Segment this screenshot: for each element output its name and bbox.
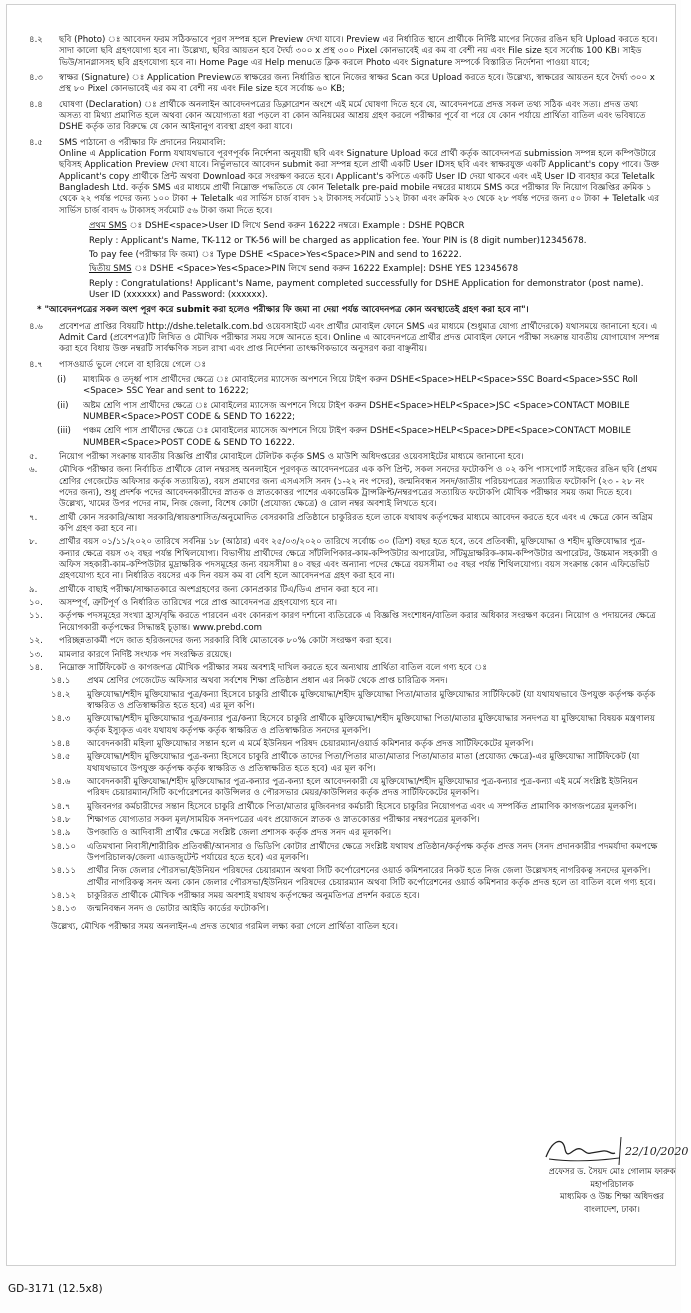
item-number: ১৪. <box>29 662 43 673</box>
item-text: নিম্নোক্ত সার্টিফিকেট ও কাগজপত্র মৌখিক পরীক্ষার সময় অবশ্যই দাখিল করতে হবে অন্যথায় প্রার্থিতা বাতিল বলে গণ্য হবে ঃ <box>59 662 487 673</box>
list-item <box>29 650 661 661</box>
item-number: ১৪.১ <box>51 676 71 687</box>
signatory-name: প্রফেসর ড. সৈয়দ মোঃ গোলাম ফারুক <box>548 1166 676 1176</box>
item-number: ১৪.৮ <box>51 814 71 825</box>
section-text: স্বাক্ষর (Signature) ঃ Application Previewতে স্বাক্ষরের জন্য নির্ধারিত স্থানে নিজের স্বাক্ষর Scan করে Upload করতে হবে। উল্লেখ্য, স্বাক্ষরের আয়তন হবে দৈর্ঘ্য ৩০০ x প্রস্থ ৮০ Pixel কোনভাবেই এর কম বা বেশী নয় এবং File size হবে সর্বোচ্চ ৬০ KB; <box>59 73 655 95</box>
document-item <box>51 904 661 915</box>
document-item <box>51 802 661 813</box>
item-text: মাধ্যমিক ও তদূর্ধ্ব পাস প্রার্থীদের ক্ষেত্রে ঃ মোবাইলের ম্যাসেজ অপশনে গিয়ে টাইপ করুন DSHE<Space>HELP<Space>SSC Board<Space>SSC Roll <Space> SSC Year and sent to 16222; <box>83 374 638 397</box>
signature-block <box>547 1145 689 1215</box>
document-item <box>51 866 661 889</box>
item-number: ১৪.২ <box>51 689 71 700</box>
item-number: ১৪.৫ <box>51 752 71 763</box>
section-text: প্রবেশপত্র প্রাপ্তির বিষয়টি http://dshe.teletalk.com.bd ওয়েবসাইটে এবং প্রার্থীর মোবাইল ফোনে SMS এর মাধ্যমে (শুধুমাত্র যোগ্য প্রার্থীদেরকে) যথাসময়ে জানানো হবে। এ Admit Card (প্রবেশপত্র)টি লিখিত ও মৌখিক পরীক্ষার সময় সঙ্গে আনতে হবে। Online এ আবেদনপত্রে প্রার্থীর প্রদত্ত মোবাইল ফোনে পরীক্ষা সংক্রান্ত যাবতীয় যোগাযোগ সম্পন্ন করা হবে বিধায় উক্ত নম্বরটি সার্বক্ষণিক সচল রাখা এবং প্রাপ্ত নির্দেশনা তাৎক্ষণিকভাবে অনুসরণ করা বাঞ্ছনীয়। <box>59 321 660 355</box>
list-item <box>29 636 661 647</box>
item-number: ১৪.৯ <box>51 828 71 839</box>
handwritten-signature <box>541 1129 691 1169</box>
pay-instruction: To pay fee (পরীক্ষার ফি জমা) ঃ Type DSHE <Space>Yes<Space>PIN and send to 16222. <box>89 249 462 260</box>
fee-warning: * "আবেদনপত্রের সকল অংশ পূরণ করে submit করা হলেও পরীক্ষার ফি জমা না দেয়া পর্যন্ত আবেদনপত্র কোন অবস্থাতেই গ্রহণ করা হবে না"। <box>37 305 529 316</box>
item-number: ৫. <box>29 452 38 462</box>
document-item <box>51 842 661 865</box>
document-item <box>51 714 661 737</box>
item-text: শিক্ষাগত যোগ্যতার সকল মূল/সাময়িক সনদপত্রের এবং প্রয়োজনে স্নাতক ও স্নাতকোত্তর পরীক্ষার নম্বরপত্রের মূলকপি। <box>87 814 480 825</box>
section-number: ৪.৩ <box>29 73 43 84</box>
section-number: ৪.৫ <box>29 137 43 148</box>
item-text: প্রার্থী কোন সরকারি/আধা সরকারি/স্বায়ত্তশাসিত/অনুমোদিত বেসরকারি প্রতিষ্ঠানে চাকুরিরত হলে তাকে যথাযথ কর্তৃপক্ষের মাধ্যমে আবেদন করতে হবে এবং এ ক্ষেত্রে কোন অগ্রিম কপি গ্রহণ করা হবে না। <box>59 512 653 535</box>
item-number: ৯. <box>29 584 38 595</box>
item-number: ৭. <box>29 512 38 523</box>
item-text: উপজাতি ও আদিবাসী প্রার্থীর ক্ষেত্রে সংশ্লিষ্ট জেলা প্রশাসক কর্তৃক প্রদত্ত সনদ এর মূলকপি। <box>87 828 392 839</box>
item-text: মুক্তিযোদ্ধা/শহীদ মুক্তিযোদ্ধার পুত্র/কন্যা হিসেবে চাকুরি প্রার্থীকে মুক্তিযোদ্ধা/শহীদ মুক্তিযোদ্ধা পিতা/মাতার মুক্তিযোদ্ধার সার্টিফিকেট (যা যথাযথভাবে উপযুক্ত কর্তৃপক্ষ কর্তৃক স্বাক্ষরিত ও প্রতিস্বাক্ষরিত হতে হবে) এর মূল কপি। <box>87 689 656 711</box>
item-number: (i) <box>57 374 67 385</box>
item-text: পরিচ্ছন্নতাকর্মী পদে জাত হরিজনদের জন্য সরকারি বিধি মোতাবেক ৮০% কোটা সংরক্ষণ করা হবে। <box>59 636 392 647</box>
item-text: চাকুরিরত প্রার্থীকে মৌখিক পরীক্ষার সময় অবশ্যই যথাযথ কর্তৃপক্ষের অনুমতিপত্র প্রদর্শন করতে হবে। <box>87 891 420 902</box>
document-item <box>51 739 661 750</box>
sms-label: দ্বিতীয় SMS <box>89 264 132 275</box>
item-number: ১৪.১০ <box>51 841 77 852</box>
first-sms-line <box>89 221 661 232</box>
list-item <box>29 611 661 634</box>
reply-2: Reply : Congratulations! Applicant's Name, payment completed successfully for DSHE Application for demonstrator (post name). User ID (xxxxxx) and Password: (xxxxxx). <box>89 278 644 300</box>
section-4-4 <box>29 100 661 134</box>
item-number: ১৪.৭ <box>51 801 71 812</box>
item-number: ১৪.৬ <box>51 776 71 787</box>
document-item <box>51 828 661 839</box>
section-4-3 <box>29 73 661 96</box>
item-text: অসম্পূর্ণ, ত্রুটিপূর্ণ ও নির্ধারিত তারিখের পরে প্রাপ্ত আবেদনপত্র গ্রহণযোগ্য হবে না। <box>59 598 338 609</box>
section-text: ঘোষণা (Declaration) ঃ প্রার্থীকে অনলাইন আবেদনপত্রের ডিক্লারেশন অংশে এই মর্মে ঘোষণা দিতে হবে যে, আবেদনপত্রে প্রদত্ত সকল তথ্য সঠিক এবং সত্য। প্রদত্ত তথ্য অসত্য বা মিথ্যা প্রমাণিত হলে অথবা কোন অযোগ্যতা ধরা পড়লে বা কোন অনিয়মের আশ্রয় গ্রহণ করলে পরীক্ষার পূর্বে বা পরে যে কোন পর্যায়ে প্রার্থিতা বাতিল এবং ভবিষ্যতে DSHE কর্তৃক তার বিরুদ্ধে যে কোন আইনানুগ ব্যবস্থা গ্রহণ করা যাবে। <box>59 99 646 133</box>
item-number: (ii) <box>57 400 69 411</box>
item-number: ৮. <box>29 537 38 548</box>
signatory-location: বাংলাদেশ, ঢাকা। <box>584 1203 640 1214</box>
section-heading: SMS পাঠানো ও পরীক্ষার ফি প্রদানের নিয়মাবলি: <box>59 137 226 148</box>
section-number: ৪.৬ <box>29 321 43 332</box>
password-item <box>57 426 661 449</box>
document-item <box>51 690 661 713</box>
item-text: মুক্তিযোদ্ধা/শহীদ মুক্তিযোদ্ধার পুত্র/কন্যার পুত্র/কন্যা হিসেবে চাকুরি প্রার্থীকে মুক্তিযোদ্ধা/শহীদ মুক্তিযোদ্ধা পিতা/মাতার মুক্তিযোদ্ধার সনদপত্র যা মুক্তিযোদ্ধা বিষয়ক মন্ত্রণালয় কর্তৃক ইস্যুকৃত এবং যথাযথ কর্তৃপক্ষ কর্তৃক স্বাক্ষরিত ও প্রতিস্বাক্ষরিত সনদের মূলকপি। <box>87 714 656 736</box>
item-text: নিয়োগ পরীক্ষা সংক্রান্ত যাবতীয় বিজ্ঞপ্তি প্রার্থীর মোবাইলে টেলিটক কর্তৃক SMS ও মাউশি অধিদপ্তরের ওয়েবসাইটের মাধ্যমে জানানো হবে। <box>59 452 524 462</box>
item-text: অষ্টম শ্রেণি পাস প্রার্থীদের ক্ষেত্রে ঃ মোবাইলের ম্যাসেজ অপশনে গিয়ে টাইপ করুন DSHE<Space>HELP<Space>JSC <Space>CONTACT MOBILE NUMBER<Space>POST CODE & SEND TO 16222; <box>83 400 630 422</box>
item-text: প্রার্থীকে বাছাই পরীক্ষা/সাক্ষাতকারে অংশগ্রহণের জন্য কোনপ্রকার টিএ/ডিএ প্রদান করা হবে না। <box>59 584 379 595</box>
list-item <box>29 663 661 674</box>
document-item <box>51 676 661 687</box>
section-text: Online এ Application Form যথাযথভাবে পূরণপূর্বক নির্দেশনা অনুযায়ী ছবি এবং Signature Upload করে প্রার্থী কর্তৃক আবেদনপত্র submission সম্পন্ন হলে কম্পিউটারে ছবিসহ Application Preview দেখা যাবে। নির্ভুলভাবে আবেদন submit করা সম্পন্ন হলে প্রার্থী একটি User IDসহ ছবি এবং স্বাক্ষরযুক্ত একটি Applicant's copy পাবে। উক্ত Applicant's copy প্রার্থীকে প্রিন্ট অথবা Download করে সংরক্ষণ করতে হবে। Applicant's কপিতে একটি User ID দেয়া থাকবে এবং এই User ID ব্যবহার করে Teletalk Bangladesh Ltd. কর্তৃক SMS এর মাধ্যমে প্রার্থী নিম্নোক্ত পদ্ধতিতে যে কোন Teletalk pre-paid mobile নম্বরের মাধ্যমে SMS করে পরীক্ষার ফি নিয়োগ বিজ্ঞপ্তির ক্রমিক ১ থেকে ২২ পর্যন্ত পদের জন্য ১০০ টাকা + Teletalk এর সার্ভিস চার্জ বাবদ ১২ টাকাসহ সর্বমোট ১১২ টাকা এবং ক্রমিক ২৩ থেকে ২৮ পর্যন্ত পদের জন্য ৫০ টাকা + Teletalk এর সার্ভিস চার্জ বাবদ ৬ টাকাসহ সর্বমোট ৫৬ টাকা জমা দিতে হবে। <box>59 149 660 216</box>
password-item <box>57 401 661 424</box>
list-item <box>29 585 661 596</box>
item-number: ১২. <box>29 636 43 647</box>
item-number: ১৪.১১ <box>51 866 77 877</box>
signature-date: 22/10/2020 <box>625 1145 689 1158</box>
section-number: ৪.২ <box>29 35 43 45</box>
sms-text: ঃ DSHE<space>User ID লিখে Send করুন 16222 নম্বরে। Example : DSHE PQBCR <box>129 221 465 232</box>
document-item <box>51 752 661 775</box>
item-text: আবেদনকারী মুক্তিযোদ্ধা/শহীদ মুক্তিযোদ্ধার পুত্র-কন্যার পুত্র-কন্যা হলে আবেদনকারী যে মুক্তিযোদ্ধা/শহীদ মুক্তিযোদ্ধার পুত্র-কন্যার পুত্র-কন্যা এই মর্মে সংশ্লিষ্ট ইউনিয়ন পরিষদ চেয়ারম্যান/সিটি কর্পোরেশনের কাউন্সিলর ও পৌরসভার মেয়র/কাউন্সিলর কর্তৃক প্রদত্ত সার্টিফিকেটের মূলকপি। <box>87 776 638 799</box>
item-text: পঞ্চম শ্রেণি পাস প্রার্থীদের ক্ষেত্রে ঃ মোবাইলের ম্যাসেজ অপশনে গিয়ে টাইপ করুন DSHE<Space>HELP<Space>DPE<Space>CONTACT MOBILE NUMBER<Space>POST CODE & SEND TO 16222. <box>83 426 631 448</box>
item-number: ১১. <box>29 611 43 622</box>
item-number: ১৪.১৩ <box>51 904 77 915</box>
item-number: ৬. <box>29 465 38 476</box>
section-text: ছবি (Photo) ঃ আবেদন ফরম সঠিকভাবে পূরণ সম্পন্ন হলে Preview দেখা যাবে। Preview এর নির্ধারিত স্থানে প্রার্থীকে নির্দিষ্ট মাপের নিজের রঙিন ছবি Upload করতে হবে। সাদা কালো ছবি গ্রহণযোগ্য হবে না। উল্লেখ্য, ছবির আয়তন হবে দৈর্ঘ্য ৩০০ x প্রস্থ ৩০০ Pixel কোনভাবেই এর কম বা বেশী নয় এবং File size হবে সর্বোচ্চ 100 KB। সাইড ভিউ/সানগ্লাসসহ ছবি গ্রহণযোগ্য হবে না। Home Page এর Help menuতে ক্লিক করলে Photo এবং Signature সম্পর্কে বিস্তারিত নির্দেশনা পাওয়া যাবে; <box>59 35 658 68</box>
item-text: কর্তৃপক্ষ পদসমূহের সংখ্যা হ্রাস/বৃদ্ধি করতে পারবেন এবং কোনরূপ কারণ দর্শানো ব্যতিরেকে এ বিজ্ঞপ্তি সংশোধন/বাতিল করার অধিকার সংরক্ষণ করেন। নিয়োগ ও পদায়নের ক্ষেত্রে নিয়োগকারী কর্তৃপক্ষের সিদ্ধান্তই চূড়ান্ত। www.prebd.com <box>59 611 656 633</box>
list-item <box>29 598 661 609</box>
item-number: ১৪.৩ <box>51 714 71 725</box>
section-number: ৪.৪ <box>29 99 43 110</box>
item-number: ১৩. <box>29 649 43 660</box>
list-item <box>29 537 661 582</box>
section-4-6 <box>29 322 661 356</box>
item-number: ১৪.৪ <box>51 738 71 749</box>
section-4-5 <box>29 138 661 217</box>
section-4-7 <box>29 360 661 371</box>
item-text: প্রার্থীর বয়স ০১/১১/২০২০ তারিখে সর্বনিম্ন ১৮ (আঠার) এবং ২৫/০৩/২০২০ তারিখে সর্বোচ্চ ৩০ (ত্রিশ) বছর হতে হবে, তবে প্রতিবন্ধী, মুক্তিযোদ্ধা ও শহীদ মুক্তিযোদ্ধার পুত্র-কন্যার ক্ষেত্রে বয়স ৩২ বছর পর্যন্ত শিথিলযোগ্য। বিভাগীয় প্রার্থীদের ক্ষেত্রে সাঁটলিপিকার-কাম-কম্পিউটার অপারেটর, সাঁটমুদ্রাক্ষরিক-কাম-কম্পিউটার অপারেটর, উচ্চমান সহকারী ও অফিস সহকারী-কাম-কম্পিউটার মুদ্রাক্ষরিক পদসমূহের জন্য বয়সসীমা ৪০ বছর এবং অন্যান্য পদের ক্ষেত্রে বয়সসীমা ৩৫ বছর পর্যন্ত শিথিলযোগ্য। বয়স সংক্রান্ত কোন এফিডেভিট গ্রহণযোগ্য হবে না। নির্ধারিত বয়সের এক দিন বয়স কম বা বেশি হলে আবেদনপত্র গ্রহণ করা হবে না। <box>59 537 658 582</box>
closing-note: উল্লেখ্য, মৌখিক পরীক্ষার সময় অনলাইন-এ প্রদত্ত তথ্যের গরমিল লক্ষ্য করা গেলে প্রার্থিতা বাতিল হবে। <box>51 921 398 932</box>
item-text: প্রার্থীর নিজ জেলার পৌরসভা/ইউনিয়ন পরিষদের চেয়ারম্যান অথবা সিটি কর্পোরেশনের ওয়ার্ড কমিশনারের নিকট হতে নিজ জেলা উল্লেখসহ নাগরিকত্ব সনদের মূলকপি। প্রার্থীর নাগরিকত্ব সনদ অন্য কোন জেলার পৌরসভা/ইউনিয়ন পরিষদের চেয়ারম্যান অথবা সিটি কর্পোরেশনের ওয়ার্ড কমিশনার কর্তৃক প্রদত্ত হলে তা বাতিল বলে গণ্য হবে। <box>87 866 656 888</box>
list-item <box>29 452 661 463</box>
sms-label: প্রথম SMS <box>89 221 127 232</box>
document-item <box>51 815 661 826</box>
password-item <box>57 375 661 398</box>
item-number: ১০. <box>29 598 43 609</box>
sms-text: ঃ DSHE <Space>Yes<Space>PIN লিখে send করুন 16222 Example|: DSHE YES 12345678 <box>134 264 519 275</box>
second-sms-line <box>89 264 661 275</box>
item-text: মৌখিক পরীক্ষার জন্য নির্বাচিত প্রার্থীকে রোল নম্বরসহ অনলাইনে পূরণকৃত আবেদনপত্রের এক কপি প্রিন্ট, সকল সনদের ফটোকপি ও ০২ কপি পাসপোর্ট সাইজের রঙিন ছবি (প্রথম শ্রেণির গেজেটেড অফিসার কর্তৃক সত্যায়িত), বয়স প্রমাণের জন্য এসএসসি সনদ (১-২২ নং পদের), জন্মনিবন্ধন সনদ/জাতীয় পরিচয়পত্রের সত্যায়িত ফটোকপি (২৩ - ২৮ নং পদের জন্য), শুধু প্রদর্শক পদের আবেদনকারীদের স্নাতক ও স্নাতকোত্তর পাশের একাডেমিক ট্রান্সক্রিপ্ট/নম্বরপত্রের সত্যায়িত ফটোকপি মৌখিক পরীক্ষার সময় জমা দিতে হবে। উল্লেখ্য, খামের উপর পদের নাম, নিজ জেলা, বিশেষ কোটা (প্রযোজ্য ক্ষেত্রে) ও রোল নম্বর অবশ্যই লিখতে হবে। <box>59 465 658 510</box>
document-item <box>51 891 661 902</box>
signatory-office: মাধ্যমিক ও উচ্চ শিক্ষা অধিদপ্তর <box>560 1191 664 1202</box>
item-text: মুক্তিযোদ্ধা/শহীদ মুক্তিযোদ্ধার পুত্র-কন্যা হিসেবে চাকুরি প্রার্থীকে তাদের পিতা/পিতার মাতা/মাতার পিতা/মাতার মাতা (প্রযোজ্য ক্ষেত্রে)-এর মুক্তিযোদ্ধা সার্টিফিকেট (যা যথাযথভাবে উপযুক্ত কর্তৃপক্ষ কর্তৃক স্বাক্ষরিত ও প্রতিস্বাক্ষরিত হতে হবে) এর মূল কপি। <box>87 752 640 774</box>
item-text: মুজিবনগর কর্মচারীদের সন্তান হিসেবে চাকুরি প্রার্থীকে পিতা/মাতার মুজিবনগর কর্মচারী হিসেবে চাকুরির নিয়োগপত্র এবং এ সম্পর্কিত প্রামাণিক কাগজপত্রের মূলকপি। <box>87 801 637 812</box>
item-text: জন্মনিবন্ধন সনদ ও ভোটার আইডি কার্ডের ফটোকপি। <box>87 904 269 915</box>
document-item <box>51 777 661 800</box>
signatory-title: মহাপরিচালক <box>590 1178 634 1189</box>
reply-1: Reply : Applicant's Name, TK-112 or TK-56 will be charged as application fee. Your PIN is (8 digit number)12345678. <box>89 235 587 246</box>
item-number: ১৪.১২ <box>51 891 77 902</box>
item-text: এতিমখানা নিবাসী/শারীরিক প্রতিবন্ধী/আনসার ও ভিডিপি কোটার প্রার্থীদের ক্ষেত্রে সংশ্লিষ্ট যথাযথ প্রতিষ্ঠান/কর্তৃপক্ষ কর্তৃক প্রদত্ত সনদ (সনদ প্রদানকারীর পদমর্যাদা কমপক্ষে উপপরিচালক/জেলা এ্যাডজুটেন্ট পর্যায়ের হতে হবে) এর মূলকপি। <box>87 841 658 863</box>
list-item <box>29 465 661 510</box>
item-number: (iii) <box>57 426 71 437</box>
gd-number: GD-3171 (12.5x8) <box>8 1283 103 1295</box>
notice-sheet <box>6 4 689 1266</box>
section-number: ৪.৭ <box>29 359 43 370</box>
item-text: মামলার কারণে নির্দিষ্ট সংখ্যক পদ সংরক্ষিত রয়েছে। <box>59 649 232 660</box>
item-text: প্রথম শ্রেণির গেজেটেড অফিসার অথবা সর্বশেষ শিক্ষা প্রতিষ্ঠান প্রধান এর নিকট থেকে প্রাপ্ত চারিত্রিক সনদ। <box>87 676 448 687</box>
section-4-2 <box>29 35 661 69</box>
list-item <box>29 513 661 536</box>
item-text: আবেদনকারী মহিলা মুক্তিযোদ্ধার সন্তান হলে এ মর্মে ইউনিয়ন পরিষদ চেয়ারম্যান/ওয়ার্ড কমিশনার কর্তৃক প্রদত্ত সার্টিফিকেটের মূলকপি। <box>87 738 534 749</box>
section-text: পাসওয়ার্ড ভুলে গেলে বা হারিয়ে গেলে ঃ <box>59 359 207 370</box>
